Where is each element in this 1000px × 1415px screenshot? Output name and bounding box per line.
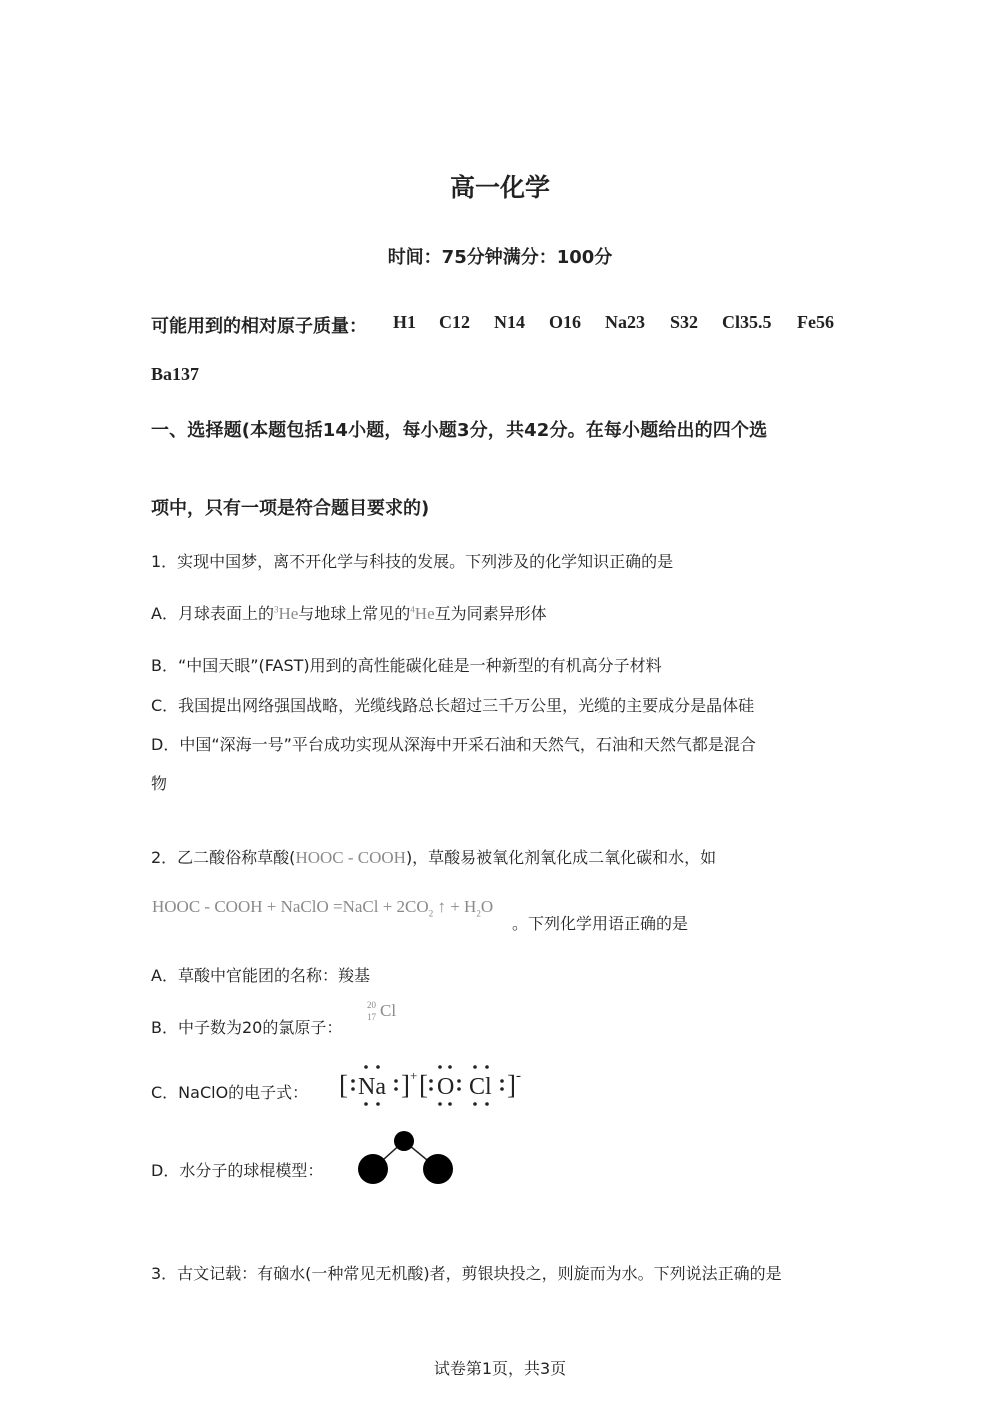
q3-stem: 3．古文记载：有硇水(一种常见无机酸)者，剪银块投之，则旋而为水。下列说法正确的是: [151, 1264, 782, 1283]
chlorine-symbol: Cl: [469, 1074, 492, 1100]
electron-dot: [376, 1065, 380, 1069]
electron-dot: [438, 1102, 442, 1106]
electron-dot: [457, 1087, 461, 1091]
q2-stem-prefix: 2．乙二酸俗称草酸(: [151, 848, 296, 867]
isotope-mass-number: 20: [367, 1000, 376, 1010]
electron-dot: [473, 1102, 477, 1106]
atomic-mass-item: Fe56: [797, 312, 834, 332]
electron-dot: [364, 1102, 368, 1106]
q1-option-d-line2: 物: [151, 774, 168, 793]
section-heading-line2: 项中，只有一项是符合题目要求的): [151, 498, 430, 519]
chlorine-isotope-notation: [365, 1000, 405, 1024]
electron-dot: [364, 1065, 368, 1069]
atomic-mass-item: Cl35.5: [722, 312, 772, 332]
q2-stem-end: 。下列化学用语正确的是: [512, 914, 689, 933]
electron-dot: [376, 1102, 380, 1106]
q1-option-b: B．“中国天眼”(FAST)用到的高性能碳化硅是一种新型的有机高分子材料: [151, 656, 662, 675]
q2-option-b-prefix: B．中子数为20的氯原子：: [151, 1018, 343, 1037]
atomic-mass-item: C12: [439, 312, 470, 332]
isotope-symbol: He: [278, 604, 299, 623]
sodium-symbol: Na: [358, 1074, 386, 1100]
electron-dot: [500, 1087, 504, 1091]
reaction-equation: [152, 897, 493, 918]
water-ball-stick-model: [352, 1125, 462, 1190]
electron-dot: [429, 1087, 433, 1091]
isotope-mass-number: 4: [410, 604, 415, 615]
subscript: 2: [476, 908, 481, 919]
helium-4-isotope: [410, 604, 434, 623]
q1-option-a-middle: 与地球上常见的: [298, 604, 411, 623]
electron-dot: [485, 1065, 489, 1069]
electron-dot: [438, 1065, 442, 1069]
equation-left: HOOC - COOH + NaClO =NaCl + 2CO: [152, 897, 429, 916]
electron-dot: [473, 1065, 477, 1069]
atomic-masses-label: 可能用到的相对原子质量：: [151, 316, 367, 337]
oxygen-symbol: O: [437, 1074, 455, 1100]
helium-3-isotope: [274, 604, 298, 623]
electron-dot: [429, 1079, 433, 1083]
anion-charge: -: [516, 1068, 521, 1084]
left-bracket: [: [419, 1070, 428, 1100]
q2-option-d-prefix: D．水分子的球棍模型：: [151, 1161, 324, 1180]
atomic-mass-item: O16: [549, 312, 582, 332]
q2-option-c-prefix: C．NaClO的电子式：: [151, 1083, 309, 1102]
q1-option-a-prefix: A．月球表面上的: [151, 604, 274, 623]
right-bracket: ]: [507, 1070, 516, 1100]
atomic-mass-item: H1: [393, 312, 417, 332]
q1-stem: 1．实现中国梦，离不开化学与科技的发展。下列涉及的化学知识正确的是: [151, 552, 674, 571]
outer-atom: [358, 1154, 388, 1184]
q2-stem-suffix: )，草酸易被氧化剂氧化成二氧化碳和水，如: [405, 848, 717, 867]
electron-dot: [448, 1065, 452, 1069]
electron-dot: [351, 1087, 355, 1091]
electron-dot: [485, 1102, 489, 1106]
q1-option-c: C．我国提出网络强国战略，光缆线路总长超过三千万公里，光缆的主要成分是晶体硅: [151, 696, 755, 715]
atomic-mass-item: Na23: [605, 312, 645, 332]
section-heading-line1: 一、选择题(本题包括14小题，每小题3分，共42分。在每小题给出的四个选: [151, 420, 768, 441]
exam-time-score: 时间：75分钟满分：100分: [387, 247, 613, 268]
q2-stem-line1: [151, 845, 716, 868]
right-bracket: ]: [401, 1070, 410, 1100]
outer-atom: [423, 1154, 453, 1184]
subscript: 2: [428, 908, 434, 919]
equation-end: O: [480, 897, 494, 916]
isotope-atomic-number: 17: [367, 1012, 376, 1022]
isotope-mass-number: 3: [273, 604, 279, 615]
q1-option-a: [151, 601, 547, 624]
page-footer: 试卷第1页，共3页: [433, 1359, 567, 1378]
atomic-mass-item: Ba137: [151, 364, 200, 384]
cation-charge: +: [410, 1068, 418, 1083]
left-bracket: [: [339, 1070, 348, 1100]
electron-dot: [457, 1079, 461, 1083]
electron-dot: [351, 1079, 355, 1083]
atomic-mass-item: S32: [670, 312, 699, 332]
isotope-symbol: He: [414, 604, 435, 623]
atomic-mass-item: N14: [494, 312, 525, 332]
electron-dot: [394, 1087, 398, 1091]
q1-option-a-suffix: 互为同素异形体: [434, 604, 547, 623]
isotope-symbol: Cl: [380, 1001, 397, 1020]
oxalic-acid-formula: HOOC - COOH: [295, 848, 406, 867]
q1-option-d-line1: D．中国“深海一号”平台成功实现从深海中开采石油和天然气，石油和天然气都是混合: [151, 735, 756, 754]
electron-dot: [500, 1079, 504, 1083]
electron-dot: [394, 1079, 398, 1083]
page-title: 高一化学: [449, 173, 550, 202]
central-atom: [394, 1131, 414, 1151]
naclo-electron-formula: [335, 1060, 535, 1110]
electron-dot: [448, 1102, 452, 1106]
q2-option-a: A．草酸中官能团的名称：羧基: [151, 966, 370, 985]
gas-arrow: ↑ + H: [433, 897, 477, 916]
